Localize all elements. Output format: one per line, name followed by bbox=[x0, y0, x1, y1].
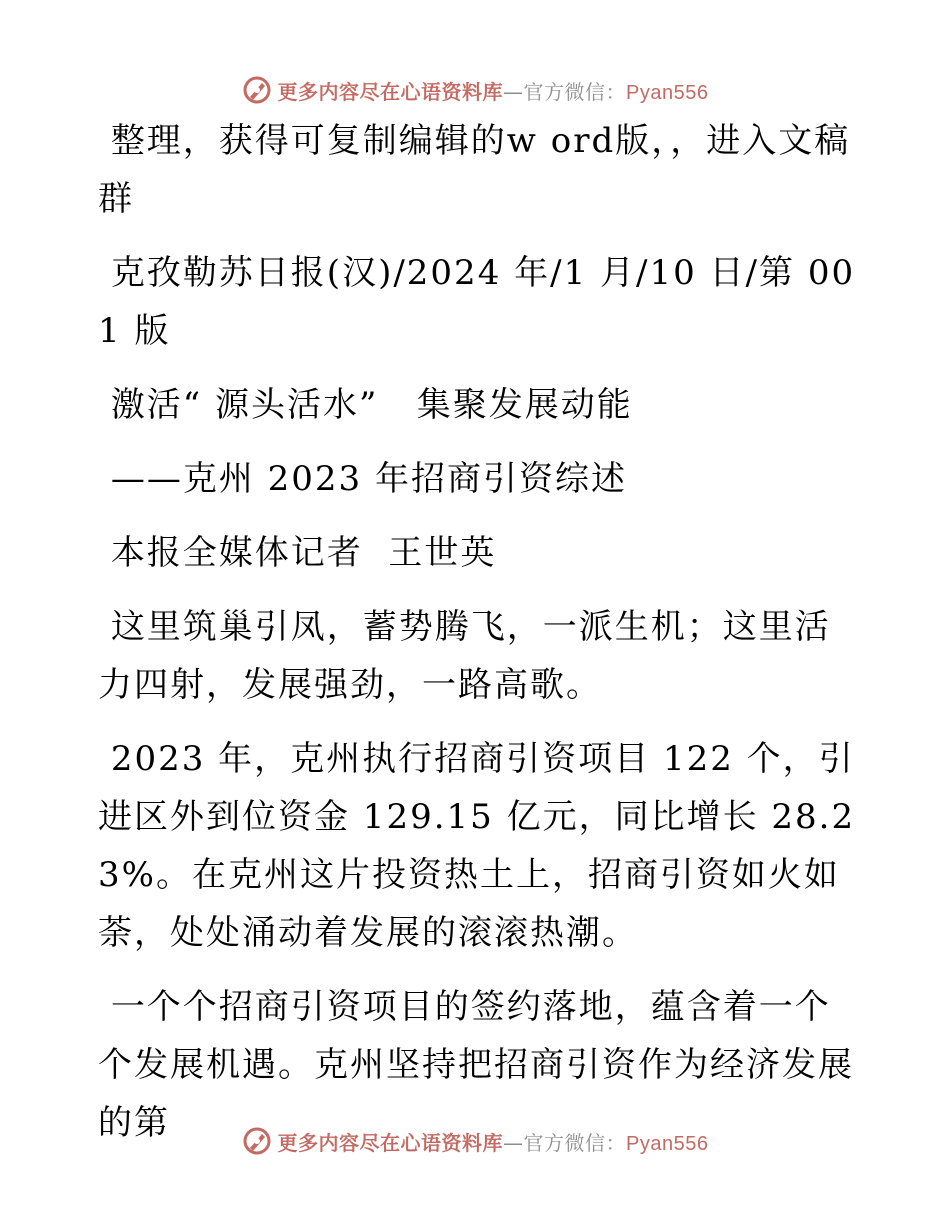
byline: 本报全媒体记者 王世英 bbox=[98, 533, 497, 573]
watermark-text bbox=[278, 1127, 709, 1156]
watermark-text bbox=[278, 76, 709, 105]
pen-logo-icon bbox=[242, 75, 272, 105]
watermark-wechat-id: Pyan556 bbox=[626, 1132, 709, 1155]
watermark-middle: 官方微信： bbox=[523, 1130, 627, 1155]
body-paragraph: 这里筑巢引凤，蓄势腾飞，一派生机；这里活力四射，发展强劲，一路高歌。 bbox=[98, 607, 831, 705]
article-subtitle: ——克州 2023 年招商引资综述 bbox=[98, 459, 627, 499]
watermark-left: 更多内容尽在心语资料库 bbox=[277, 1130, 504, 1155]
watermark-dash: — bbox=[503, 1130, 524, 1155]
document-body bbox=[98, 112, 858, 1168]
pen-logo-icon bbox=[242, 1126, 272, 1156]
watermark-left: 更多内容尽在心语资料库 bbox=[277, 79, 504, 104]
watermark-middle: 官方微信： bbox=[523, 79, 627, 104]
intro-line: 整理，获得可复制编辑的w ord版，，进入文稿群 bbox=[98, 121, 851, 219]
body-paragraph: 2023 年，克州执行招商引资项目 122 个，引进区外到位资金 129.15 亿元，同比增长 28.23%。在克州这片投资热土上，招商引资如火如荼，处处涌动着发展的滚滚热潮。 bbox=[98, 739, 856, 953]
watermark-footer bbox=[0, 1121, 950, 1161]
watermark-dash: — bbox=[503, 79, 524, 104]
watermark-wechat-id: Pyan556 bbox=[626, 81, 709, 104]
source-line: 克孜勒苏日报(汉)/2024 年/1 月/10 日/第 001 版 bbox=[98, 253, 856, 351]
body-paragraph: 一个个招商引资项目的签约落地，蕴含着一个个发展机遇。克州坚持把招商引资作为经济发展的第 bbox=[98, 987, 854, 1143]
watermark-header bbox=[0, 70, 950, 110]
article-title: 激活“ 源头活水” 集聚发展动能 bbox=[98, 385, 633, 425]
